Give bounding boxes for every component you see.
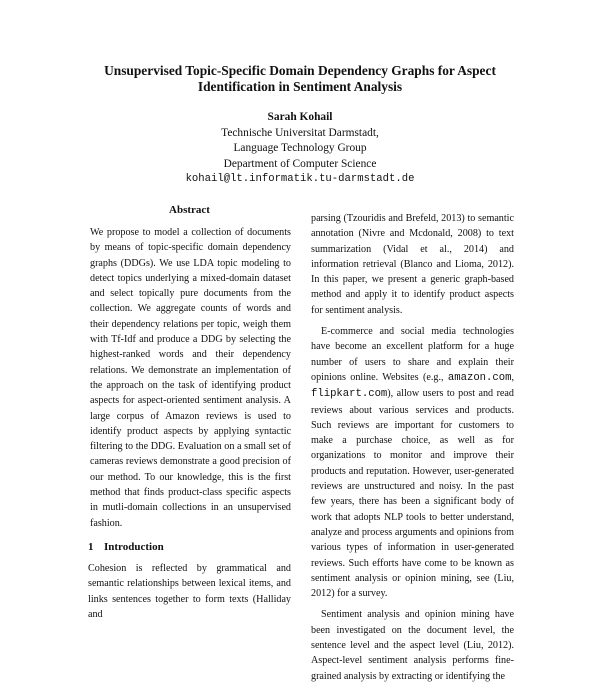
affiliation-line-1: Technische Universitat Darmstadt, — [221, 126, 379, 139]
affiliation-line-2: Language Technology Group — [233, 142, 367, 154]
right-paragraph-2 — [311, 324, 514, 601]
right-paragraph-1: parsing (Tzouridis and Brefeld, 2013) to semantic annotation (Nivre and Mcdonald, 2008) to text summarization (Vidal et al., 2014) and information retrieval (Blanco and Lioma, 2012). In this paper, we present a generic graph-based method and apply it to identify product aspects for sentiment analysis. — [311, 213, 514, 316]
section-number: 1 — [88, 540, 94, 553]
para2-text-c: ), allow users to post and read reviews about various services and products. Such reviews are important for customers to make a purchase choice, as well as for organizations to monitor and improve their products and reputation. However, user-generated reviews are unstructured and noisy. In the past few years, there has been a significant body of work that adopts NLP tools to better understand, analyze and process arguments and opinions from various types of information in user-generated reviews. Such efforts have come to be known as sentiment analysis or opinion mining, see (Liu, 2012) for a survey. — [311, 388, 514, 600]
left-column — [88, 203, 291, 622]
affiliation-line-3: Department of Computer Science — [223, 157, 377, 170]
website-amazon: amazon.com — [447, 371, 512, 384]
section-title: Introduction — [104, 540, 164, 553]
website-flipkart: flipkart.com — [311, 388, 388, 401]
title-line-1: Unsupervised Topic-Specific Domain Dependency Graphs for Aspect — [104, 63, 496, 78]
right-column — [311, 211, 514, 684]
right-paragraph-3: Sentiment analysis and opinion mining have been investigated on the document level, the sentence level and the aspect level (Liu, 2012). Aspect-level sentiment analysis performs fine-grained analysis by extracting or identifying the — [311, 609, 514, 682]
paper-title — [60, 63, 540, 95]
author-name: Sarah Kohail — [267, 111, 333, 123]
para2-text-a: E-commerce and social media technologies have become an excellent platform for a huge number of users to share and explain their opinions online. Websites (e.g., — [311, 326, 514, 383]
abstract-text: We propose to model a collection of documents by means of topic-specific domain dependency graphs (DDGs). We use LDA topic modeling to detect topics underlying a mixed-domain dataset and select topically pure documents from the collection. We aggregate counts of words and their dependency relations per topic, weigh them with Tf-Idf and produce a DDG by selecting the highest-ranked words and their dependency relations. We demonstrate an implementation of the approach on the task of identifying product aspects for aspect-oriented sentiment analysis. A large corpus of Amazon reviews is used to identify product aspects by applying syntactic filtering to the DDG. Evaluation on a small set of cameras reviews demonstrate a good precision of our method. To our knowledge, this is the first method that finds product-class specific aspects in mutli-domain collections in an unsupervised fashion. — [90, 227, 291, 529]
author-block — [100, 110, 500, 188]
para2-text-b: , — [511, 371, 514, 383]
intro-text: Cohesion is reflected by grammatical and semantic relationships between lexical items, and links sentences together to form texts (Halliday and — [88, 562, 291, 620]
title-line-2: Identification in Sentiment Analysis — [197, 79, 403, 94]
abstract-heading: Abstract — [169, 204, 210, 216]
intro-heading — [88, 540, 291, 555]
author-email[interactable]: kohail@lt.informatik.tu-darmstadt.de — [185, 173, 415, 185]
